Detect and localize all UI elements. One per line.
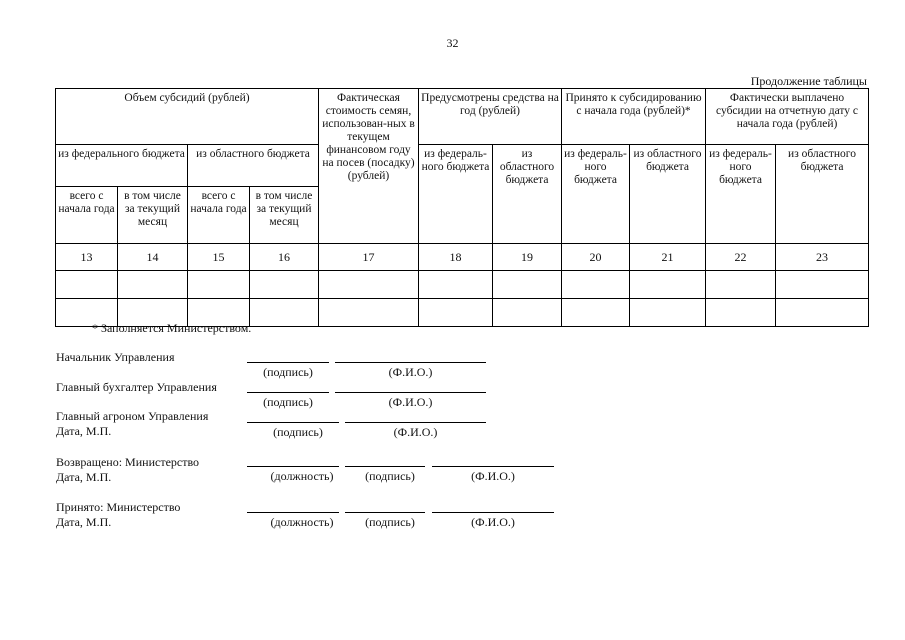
header-federal-budget: из федерального бюджета [56, 145, 188, 187]
signature-line [247, 422, 339, 423]
caption-signature: (подпись) [273, 425, 323, 439]
header-paid-subsidy: Фактически выплачено субсидии на отчетную дату с начала года (рублей) [706, 89, 869, 145]
table-cell-empty [562, 299, 630, 327]
caption-name: (Ф.И.О.) [471, 515, 515, 529]
table-cell-empty [706, 271, 776, 299]
header-subsidy-volume: Объем субсидий (рублей) [56, 89, 319, 145]
header-paid-regional: из областного бюджета [776, 145, 869, 244]
column-number: 16 [250, 244, 319, 271]
table-cell-empty [319, 299, 419, 327]
table-continuation-label: Продолжение таблицы [750, 74, 867, 88]
header-regional-month: в том числе за текущий месяц [250, 187, 319, 244]
column-number: 20 [562, 244, 630, 271]
table-row-empty [56, 271, 869, 299]
position-line [247, 512, 339, 513]
footnote: * Заполняется Министерством. [92, 321, 252, 335]
column-number: 13 [56, 244, 118, 271]
column-number: 23 [776, 244, 869, 271]
caption-name: (Ф.И.О.) [393, 425, 438, 439]
name-line [432, 466, 554, 467]
label-date-seal: Дата, М.П. [56, 515, 112, 529]
signature-line [345, 466, 425, 467]
label-date-seal: Дата, М.П. [56, 424, 112, 438]
table-cell-empty [776, 299, 869, 327]
header-accepted-federal: из федераль-ного бюджета [562, 145, 630, 244]
table-cell-empty [188, 271, 250, 299]
name-line [432, 512, 554, 513]
caption-position: (должность) [270, 515, 334, 529]
table-cell-empty [493, 299, 562, 327]
header-federal-month: в том числе за текущий месяц [118, 187, 188, 244]
label-chief-accountant: Главный бухгалтер Управления [56, 380, 217, 394]
label-chief-agronomist: Главный агроном Управления [56, 409, 209, 423]
signature-line [247, 392, 329, 393]
header-accepted-subsidy: Принято к субсидированию с начала года (рублей)* [562, 89, 706, 145]
header-planned-regional: из областного бюджета [493, 145, 562, 244]
label-returned-ministry: Возвращено: Министерство [56, 455, 200, 469]
caption-name: (Ф.И.О.) [388, 365, 433, 379]
table-cell-empty [250, 271, 319, 299]
subsidy-table [55, 88, 869, 327]
name-line [345, 422, 486, 423]
table-cell-empty [706, 299, 776, 327]
label-accepted-ministry: Принято: Министерство [56, 500, 181, 514]
table-cell-empty [776, 271, 869, 299]
table-cell-empty [118, 271, 188, 299]
table-cell-empty [493, 271, 562, 299]
label-head-of-department: Начальник Управления [56, 350, 175, 364]
header-actual-seed-cost: Фактическая стоимость семян, использован-ных в текущем финансовом году на посев (посадку) (рублей) [319, 89, 419, 244]
header-planned-federal: из федераль-ного бюджета [419, 145, 493, 244]
column-number: 14 [118, 244, 188, 271]
header-regional-total: всего с начала года [188, 187, 250, 244]
position-line [247, 466, 339, 467]
table-cell-empty [319, 271, 419, 299]
name-line [335, 392, 486, 393]
page-number: 32 [446, 36, 459, 50]
header-accepted-regional: из областного бюджета [630, 145, 706, 244]
table-cell-empty [630, 299, 706, 327]
header-planned-funds: Предусмотрены средства на год (рублей) [419, 89, 562, 145]
table-cell-empty [630, 271, 706, 299]
column-number: 17 [319, 244, 419, 271]
caption-signature: (подпись) [263, 395, 313, 409]
table-cell-empty [56, 271, 118, 299]
caption-name: (Ф.И.О.) [471, 469, 515, 483]
column-number: 22 [706, 244, 776, 271]
header-federal-total: всего с начала года [56, 187, 118, 244]
signature-line [247, 362, 329, 363]
column-number: 15 [188, 244, 250, 271]
table-cell-empty [250, 299, 319, 327]
caption-signature: (подпись) [365, 469, 415, 483]
column-number: 18 [419, 244, 493, 271]
caption-name: (Ф.И.О.) [388, 395, 433, 409]
caption-position: (должность) [270, 469, 334, 483]
table-cell-empty [562, 271, 630, 299]
caption-signature: (подпись) [263, 365, 313, 379]
label-date-seal: Дата, М.П. [56, 470, 112, 484]
table-cell-empty [419, 299, 493, 327]
column-number: 21 [630, 244, 706, 271]
caption-signature: (подпись) [365, 515, 415, 529]
column-number: 19 [493, 244, 562, 271]
header-regional-budget: из областного бюджета [188, 145, 319, 187]
table-cell-empty [419, 271, 493, 299]
header-paid-federal: из федераль-ного бюджета [706, 145, 776, 244]
signature-line [345, 512, 425, 513]
name-line [335, 362, 486, 363]
